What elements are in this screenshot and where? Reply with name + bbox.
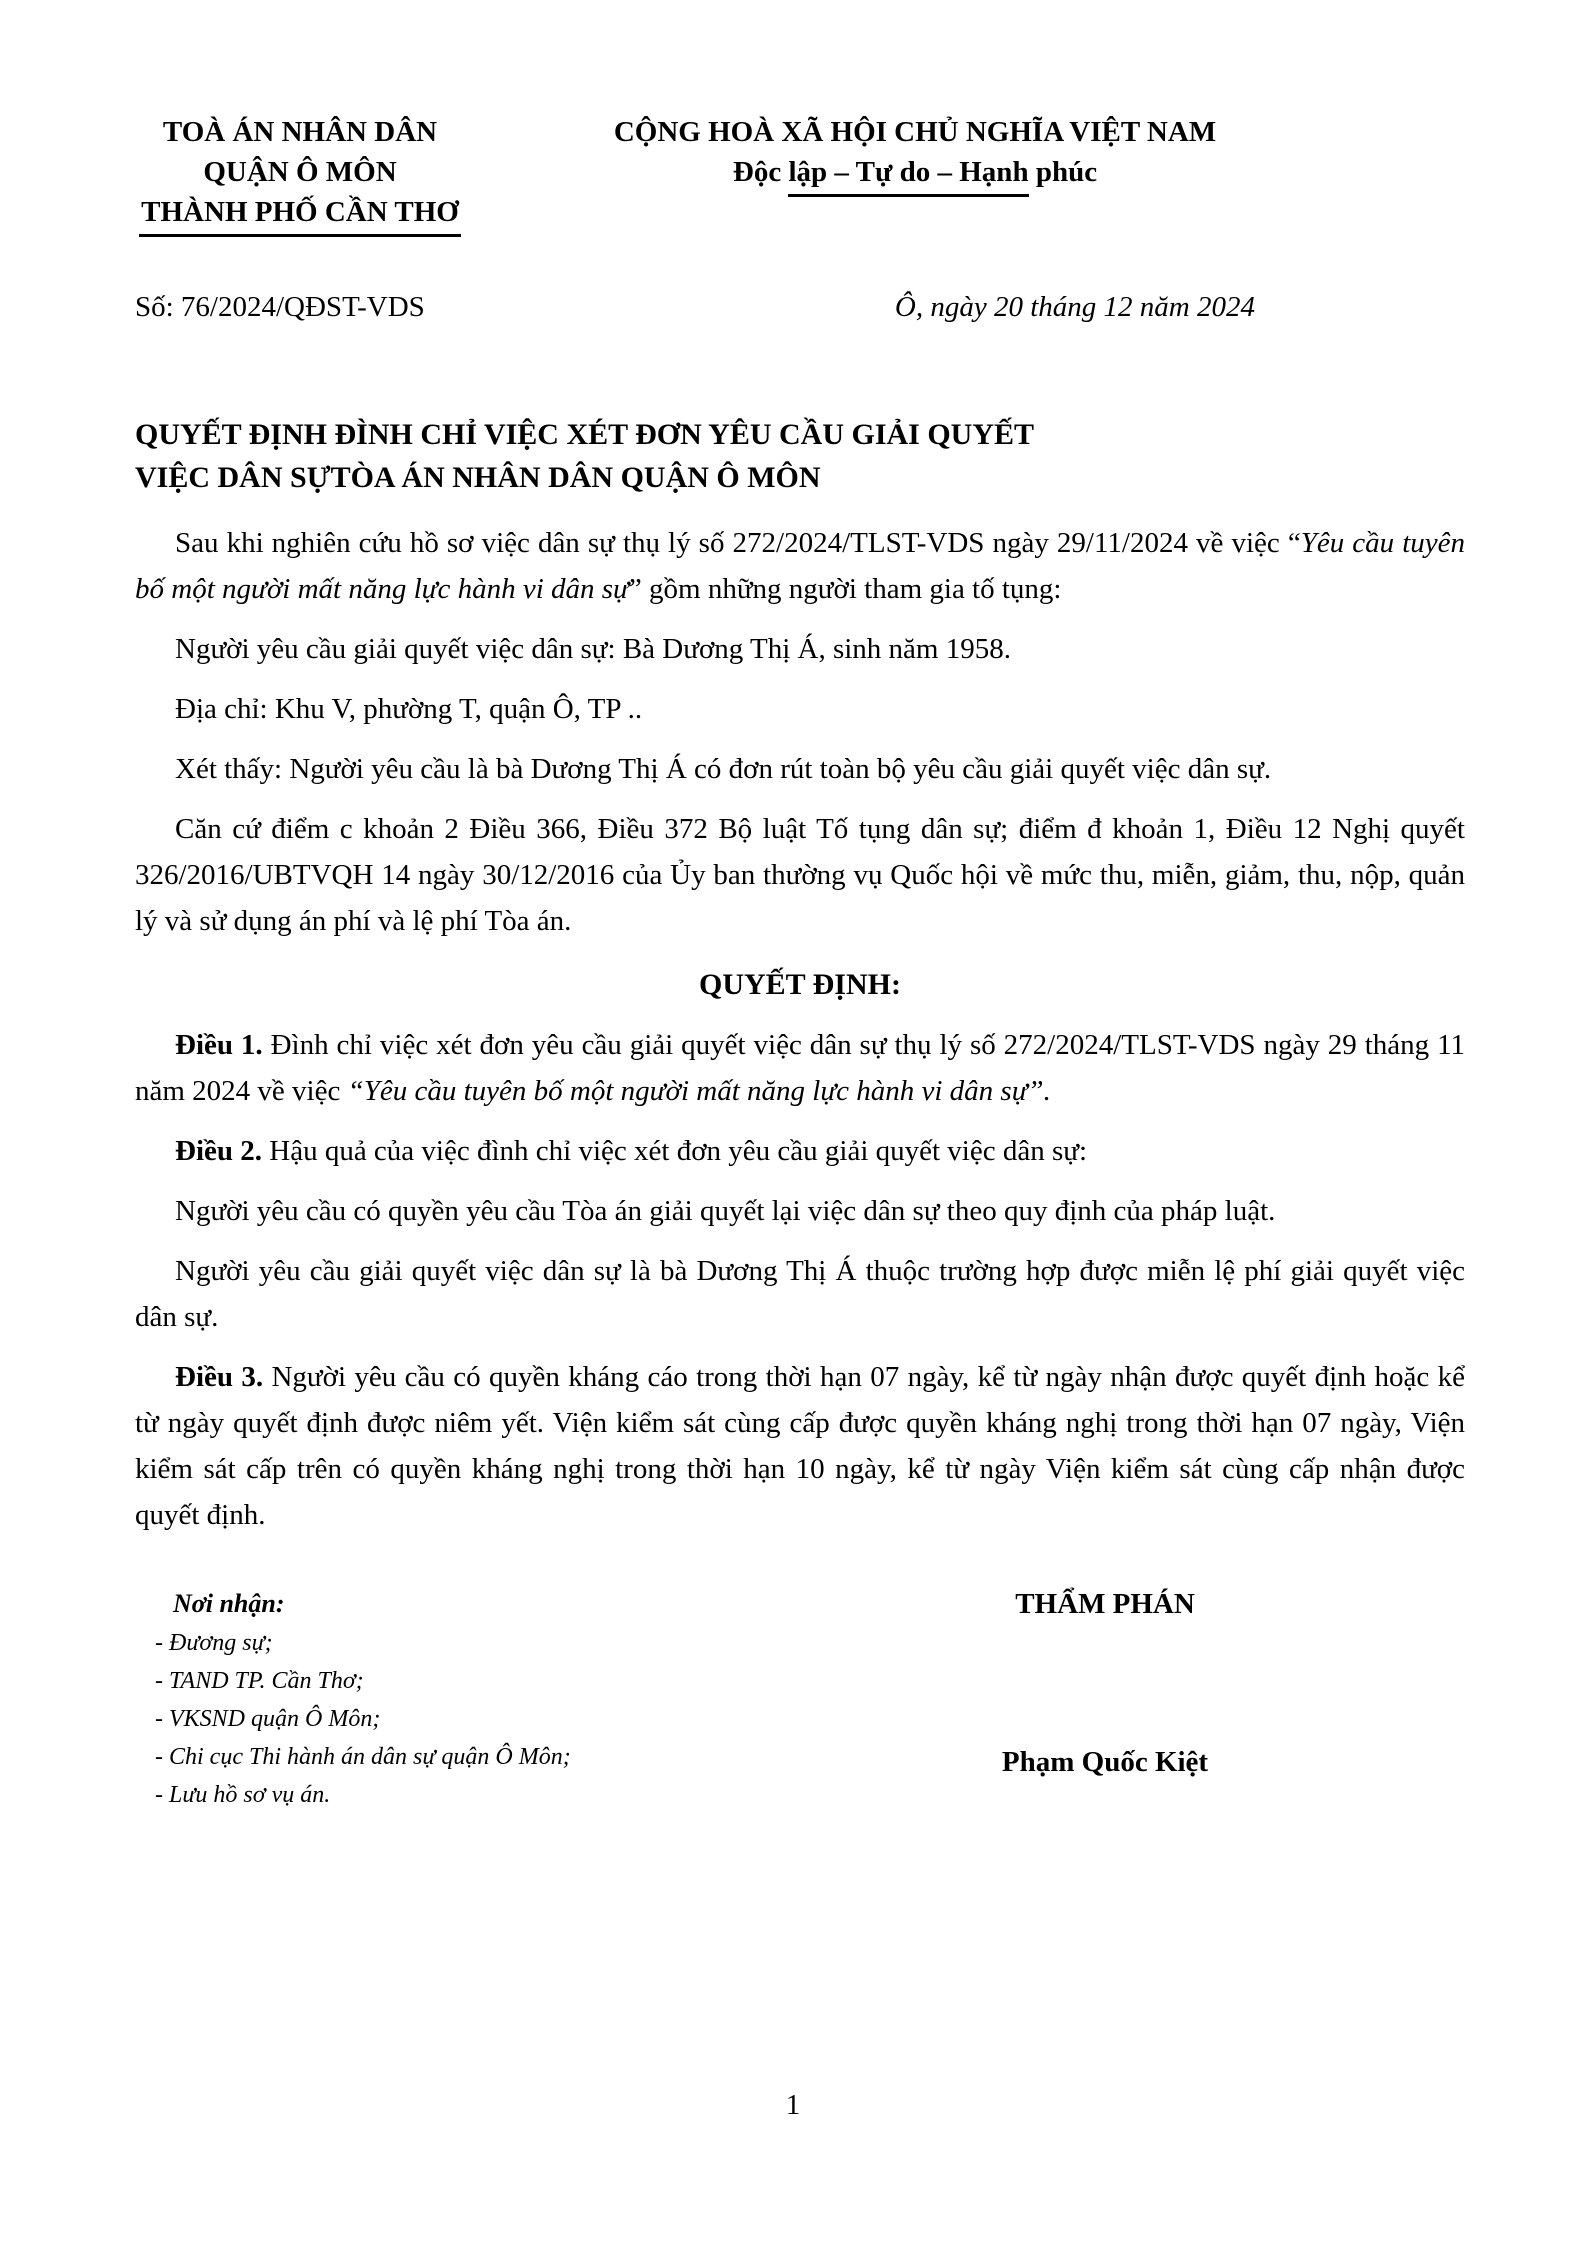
judge-name: Phạm Quốc Kiệt bbox=[1001, 1745, 1209, 1778]
document-header bbox=[135, 112, 1465, 237]
article-3 bbox=[135, 1354, 1465, 1538]
motto-suffix: phúc bbox=[1028, 156, 1098, 189]
article-1 bbox=[135, 1022, 1465, 1114]
recipients-label: Nơi nhận: bbox=[173, 1588, 285, 1618]
page-number: 1 bbox=[785, 2089, 801, 2121]
document-title bbox=[135, 413, 1465, 500]
national-motto bbox=[520, 152, 1310, 197]
paragraph-intro-case-name: Yêu cầu tuyên bố một người mất năng lực hành vi dân sự bbox=[135, 526, 1466, 605]
article-2-label: Điều 2. bbox=[175, 1134, 262, 1167]
paragraph-finding: Xét thấy: Người yêu cầu là bà Dương Thị Á có đơn rút toàn bộ yêu cầu giải quyết việc dân sự. bbox=[175, 752, 1272, 785]
article-2-text: Hậu quả của việc đình chỉ việc xét đơn yêu cầu giải quyết việc dân sự: bbox=[262, 1134, 1088, 1167]
article-2 bbox=[135, 1128, 1465, 1174]
court-header bbox=[135, 112, 465, 237]
document-footer bbox=[135, 1584, 1465, 1814]
recipient-item: - Đương sự; bbox=[155, 1629, 273, 1656]
motto-underlined: lập – Tự do – Hạnh bbox=[788, 152, 1028, 197]
paragraph-consequence-2: Người yêu cầu giải quyết việc dân sự là bà Dương Thị Á thuộc trường hợp được miễn lệ phí giải quyết việc dân sự. bbox=[135, 1254, 1465, 1333]
article-1-text: Đình chỉ việc xét đơn yêu cầu giải quyết việc dân sự thụ lý số 272/2024/TLST-VDS ngày 29 tháng 11 năm 2024 về việc bbox=[135, 1028, 1466, 1107]
meta-row bbox=[135, 289, 1465, 327]
article-1-case-name: “Yêu cầu tuyên bố một người mất năng lực hành vi dân sự”. bbox=[347, 1074, 1051, 1107]
paragraph-consequence-1: Người yêu cầu có quyền yêu cầu Tòa án giải quyết lại việc dân sự theo quy định của pháp luật. bbox=[175, 1194, 1276, 1227]
document-title-line-1: QUYẾT ĐỊNH ĐÌNH CHỈ VIỆC XÉT ĐƠN YÊU CẦU GIẢI QUYẾT bbox=[135, 417, 1035, 451]
doc-number: Số: 76/2024/QĐST-VDS bbox=[135, 291, 425, 324]
paragraph-intro-pre: Sau khi nghiên cứu hồ sơ việc dân sự thụ lý số 272/2024/TLST-VDS ngày 29/11/2024 về việc “ bbox=[175, 526, 1301, 559]
court-name-line-3: THÀNH PHỐ CẦN THƠ bbox=[135, 192, 465, 237]
article-3-text: Người yêu cầu có quyền kháng cáo trong thời hạn 07 ngày, kể từ ngày nhận được quyết định hoặc kể từ ngày quyết định được niêm yết. Viện kiểm sát cùng cấp được quyền kháng nghị trong thời hạn 07 ngày, Viện kiểm sát cấp trên có quyền kháng nghị trong thời hạn 10 ngày, kể từ ngày Viện kiểm sát cùng cấp nhận được quyết định. bbox=[135, 1360, 1466, 1531]
recipients-block bbox=[155, 1584, 571, 1814]
recipient-item: - Chi cục Thi hành án dân sự quận Ô Môn; bbox=[155, 1743, 571, 1770]
document-title-line-2: VIỆC DÂN SỰTÒA ÁN NHÂN DÂN QUẬN Ô MÔN bbox=[135, 461, 821, 495]
recipient-item: - Lưu hồ sơ vụ án. bbox=[155, 1781, 331, 1808]
motto-prefix: Độc bbox=[732, 156, 789, 189]
recipient-item: - VKSND quận Ô Môn; bbox=[155, 1705, 381, 1732]
paragraph-address: Địa chỉ: Khu V, phường T, quận Ô, TP .. bbox=[175, 692, 643, 725]
republic-title: CỘNG HOÀ XÃ HỘI CHỦ NGHĨA VIỆT NAM bbox=[613, 116, 1217, 148]
article-3-label: Điều 3. bbox=[175, 1360, 264, 1393]
paragraph-requester: Người yêu cầu giải quyết việc dân sự: Bà Dương Thị Á, sinh năm 1958. bbox=[175, 632, 1011, 665]
signature-block bbox=[925, 1584, 1285, 1814]
paragraph-intro bbox=[135, 520, 1465, 612]
article-1-label: Điều 1. bbox=[175, 1028, 263, 1061]
paragraph-legal-basis: Căn cứ điểm c khoản 2 Điều 366, Điều 372 Bộ luật Tố tụng dân sự; điểm đ khoản 1, Điều 12 Nghị quyết 326/2016/UBTVQH 14 ngày 30/12/2016 của Ủy ban thường vụ Quốc hội về mức thu, miễn, giảm, thu, nộp, quản lý và sử dụng án phí và lệ phí Tòa án. bbox=[135, 812, 1465, 937]
decision-heading: QUYẾT ĐỊNH: bbox=[699, 967, 901, 1001]
court-name-line-2: QUẬN Ô MÔN bbox=[203, 156, 397, 189]
paragraph-intro-post: ” gồm những người tham gia tố tụng: bbox=[628, 572, 1062, 605]
recipient-item: - TAND TP. Cần Thơ; bbox=[155, 1667, 364, 1694]
national-header bbox=[520, 112, 1310, 197]
date-line: Ô, ngày 20 tháng 12 năm 2024 bbox=[894, 291, 1255, 324]
court-name-line-1: TOÀ ÁN NHÂN DÂN bbox=[162, 116, 438, 148]
judge-title: THẨM PHÁN bbox=[1015, 1587, 1195, 1620]
